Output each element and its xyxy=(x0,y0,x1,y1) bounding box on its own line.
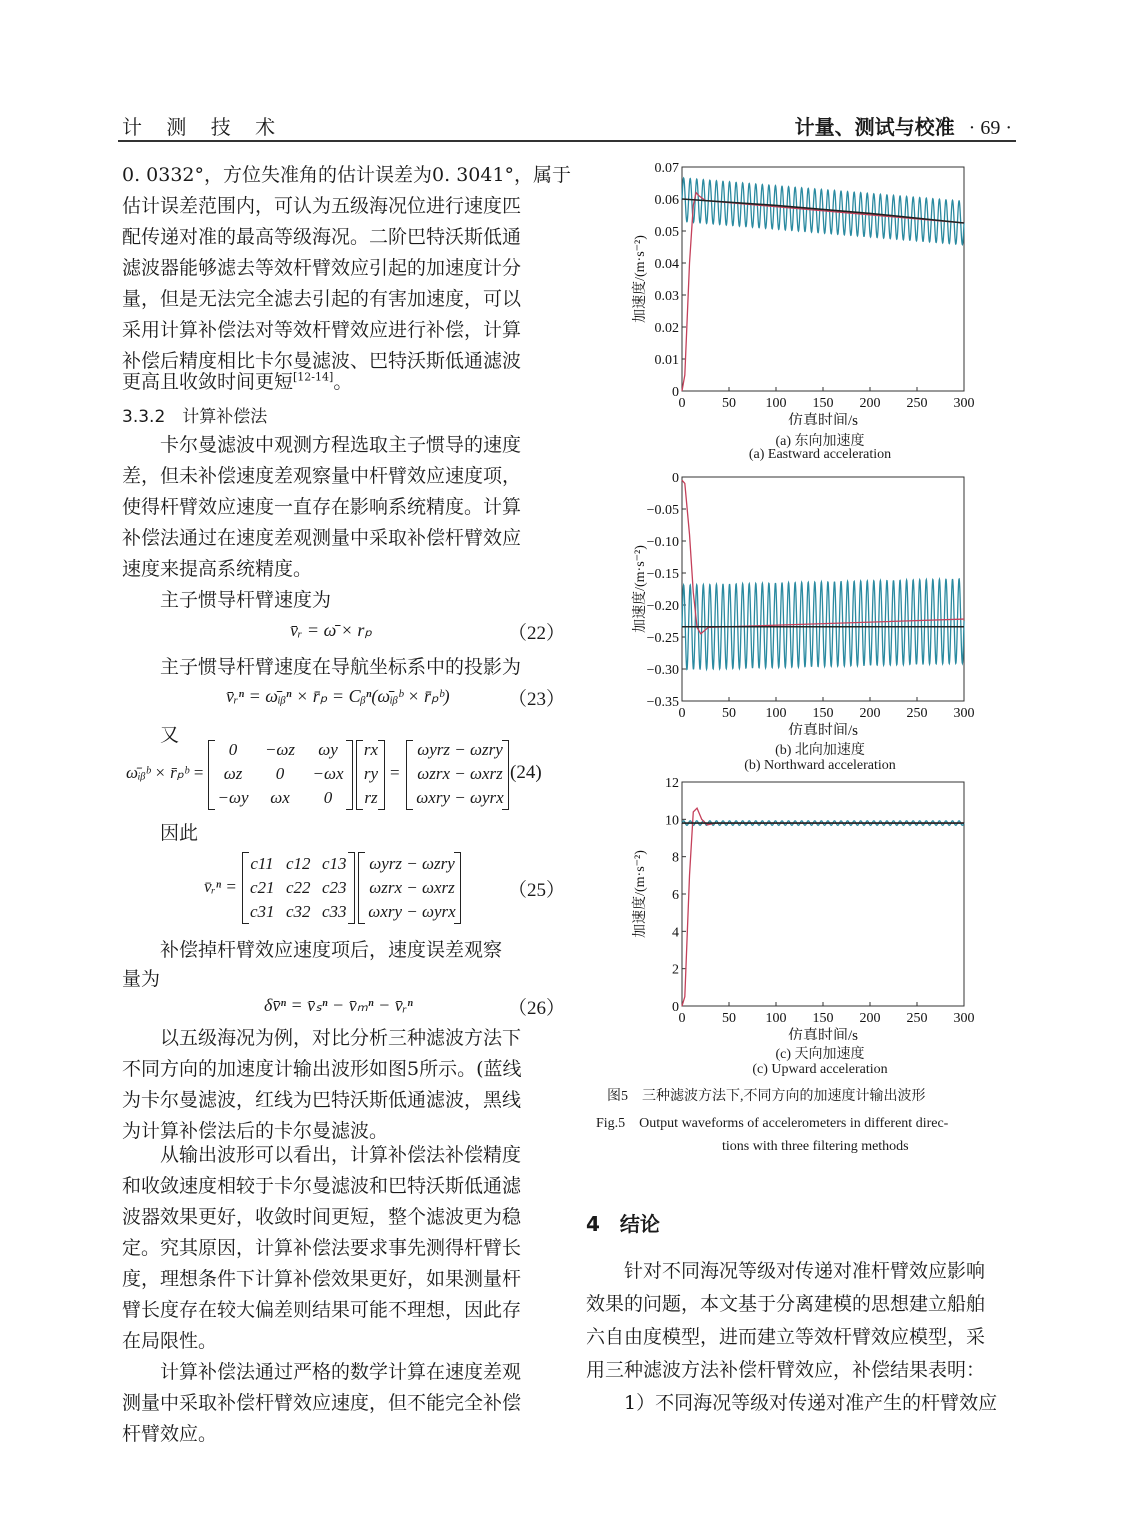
y-tick-label: 0 xyxy=(672,385,679,400)
text-line: 效果的问题，本文基于分离建模的思想建立船舶 xyxy=(586,1293,986,1315)
eq24-lhs: ω̄ᵢᵦᵇ × r̄ₚᵇ = xyxy=(126,763,205,782)
bracket xyxy=(348,852,355,924)
y-tick-label: 0.01 xyxy=(654,353,679,368)
eq25-lhs: v̄ᵣⁿ = xyxy=(204,877,237,896)
text-line: 测量中采取补偿杆臂效应速度，但不能完全补偿 xyxy=(122,1392,522,1414)
matrix-cell: ωy xyxy=(318,740,338,759)
text-line: 从输出波形可以看出，计算补偿法补偿精度 xyxy=(160,1144,522,1166)
y-tick-label: −0.10 xyxy=(646,535,679,550)
page-number: · 69 · xyxy=(968,117,1012,139)
x-tick-label: 100 xyxy=(765,396,787,411)
chart-a-svg xyxy=(600,155,1000,425)
vector-cell: ry xyxy=(363,764,379,783)
matrix-cell: c22 xyxy=(286,878,311,897)
text-line: 为卡尔曼滤波，红线为巴特沃斯低通滤波，黑线 xyxy=(122,1089,522,1111)
figure-caption-en-2: tions with three filtering methods xyxy=(722,1139,909,1154)
x-tick-label: 50 xyxy=(722,706,736,721)
matrix-cell: c21 xyxy=(250,878,275,897)
section-heading-3-3-2: 3.3.2 计算补偿法 xyxy=(122,407,268,427)
x-tick-label: 300 xyxy=(953,706,975,721)
vector-cell: rz xyxy=(364,788,378,807)
matrix-cell: −ωx xyxy=(312,764,344,783)
x-tick-label: 50 xyxy=(722,396,736,411)
text-line: 量为 xyxy=(122,968,161,990)
x-tick-label: 300 xyxy=(953,1011,975,1026)
text-line: 滤波器能够滤去等效杆臂效应引起的加速度计分 xyxy=(122,257,522,279)
x-tick-label: 150 xyxy=(812,396,834,411)
x-tick-label: 150 xyxy=(812,706,834,721)
text-line: 估计误差范围内，可认为五级海况位进行速度匹 xyxy=(122,195,522,217)
y-tick-label: 0.05 xyxy=(654,225,679,240)
text-line: 0. 0332°，方位失准角的估计误差为0. 3041°，属于 xyxy=(122,164,572,186)
text-line: 臂长度存在较大偏差则结果可能不理想，因此存 xyxy=(122,1299,522,1321)
vector-cell: rx xyxy=(363,740,379,759)
y-tick-label: 0 xyxy=(672,471,679,486)
text-line: 更高且收敛时间更短 xyxy=(122,371,294,393)
x-tick-label: 0 xyxy=(678,706,686,721)
equation-24 xyxy=(122,740,552,812)
y-tick-label: 0.07 xyxy=(654,161,679,176)
text-line: 1）不同海况等级对传递对准产生的杆臂效应 xyxy=(624,1392,998,1414)
equation-number-24: (24) xyxy=(510,762,542,783)
y-axis-label: 加速度/(m·s⁻²) xyxy=(633,545,648,633)
y-tick-label: −0.20 xyxy=(646,599,679,614)
y-axis-label: 加速度/(m·s⁻²) xyxy=(633,850,648,938)
matrix-cell: c31 xyxy=(250,902,275,921)
section-title: 计量、测试与校准 xyxy=(794,115,955,139)
equation-number-23: （23） xyxy=(508,689,566,710)
plot-frame xyxy=(682,477,964,701)
text-line: 用三种滤波方法补偿杆臂效应，补偿结果表明： xyxy=(586,1359,986,1381)
text-line: 波器效果更好，收敛时间更短，整个滤波更为稳 xyxy=(122,1206,522,1228)
equation-26: δv̄ⁿ = v̄ₛⁿ − v̄ₘⁿ − v̄ᵣⁿ xyxy=(264,995,413,1015)
matrix-cell: 0 xyxy=(323,788,333,807)
series-butterworth-line xyxy=(682,808,964,1006)
equation-number-26: （26） xyxy=(508,998,566,1019)
text-line: 卡尔曼滤波中观测方程选取主子惯导的速度 xyxy=(160,434,522,456)
matrix-cell: c13 xyxy=(322,854,347,873)
y-tick-label: 12 xyxy=(665,776,679,791)
y-axis-label: 加速度/(m·s⁻²) xyxy=(633,235,648,323)
vector-cell: ωyrz − ωzry xyxy=(369,854,455,873)
y-tick-label: 0.04 xyxy=(654,257,679,272)
x-tick-label: 150 xyxy=(812,1011,834,1026)
bracket xyxy=(346,740,353,810)
vector-cell: ωxry − ωyrx xyxy=(368,902,456,921)
equals-sign: = xyxy=(390,763,400,782)
text-line: 补偿掉杆臂效应速度项后，速度误差观察 xyxy=(160,939,503,961)
text-line: 差，但未补偿速度差观察量中杆臂效应速度项， xyxy=(122,465,522,487)
x-tick-label: 300 xyxy=(953,396,975,411)
text-line: 补偿法通过在速度差观测量中采取补偿杆臂效应 xyxy=(122,527,522,549)
text-line: 不同方向的加速度计输出波形如图5所示。(蓝线 xyxy=(122,1058,522,1080)
journal-column-label: 计 测 技 术 xyxy=(122,115,285,139)
bracket xyxy=(454,852,461,924)
y-tick-label: 0.03 xyxy=(654,289,679,304)
result-cell: ωxry − ωyrx xyxy=(416,788,504,807)
equation-number-22: （22） xyxy=(508,623,566,644)
x-tick-label: 50 xyxy=(722,1011,736,1026)
conclusion-heading: 4 结论 xyxy=(586,1212,660,1236)
y-tick-label: 0.02 xyxy=(654,321,679,336)
x-tick-label: 200 xyxy=(859,1011,881,1026)
text-line: 采用计算补偿法对等效杆臂效应进行补偿，计算 xyxy=(122,319,522,341)
text-line: 使得杆臂效应速度一直存在影响系统精度。计算 xyxy=(122,496,522,518)
text-line: 为计算补偿法后的卡尔曼滤波。 xyxy=(122,1120,389,1142)
header-rule xyxy=(118,140,1016,142)
equation-number-25: （25） xyxy=(508,880,566,901)
matrix-cell: c33 xyxy=(322,902,347,921)
y-tick-label: 6 xyxy=(672,888,679,903)
x-tick-label: 200 xyxy=(859,706,881,721)
y-tick-label: −0.35 xyxy=(646,695,679,710)
chart-c-svg xyxy=(600,770,1000,1040)
y-tick-label: 2 xyxy=(672,962,679,978)
chart-b-svg xyxy=(600,465,1000,735)
bracket xyxy=(242,852,249,924)
y-tick-label: 10 xyxy=(665,813,679,829)
plot-frame xyxy=(682,782,964,1006)
text-line: 六自由度模型，进而建立等效杆臂效应模型，采 xyxy=(586,1326,986,1348)
text-line: 因此 xyxy=(160,822,199,844)
text-line: 定。究其原因，计算补偿法要求事先测得杆臂长 xyxy=(122,1237,522,1259)
bracket xyxy=(208,740,215,810)
section-header xyxy=(795,111,1012,140)
text-line: 计算补偿法通过严格的数学计算在速度差观 xyxy=(160,1361,522,1383)
text-line: 主子惯导杆臂速度为 xyxy=(160,589,332,611)
text-line: 主子惯导杆臂速度在导航坐标系中的投影为 xyxy=(160,656,522,678)
text-line: 杆臂效应。 xyxy=(122,1423,218,1445)
figure-caption-en-1: Fig.5 Output waveforms of accelerometers in different direc- xyxy=(596,1116,949,1131)
x-axis-label: 仿真时间/s xyxy=(787,1028,859,1040)
x-axis-label: 仿真时间/s xyxy=(787,723,859,735)
text-line: 针对不同海况等级对传递对准杆臂效应影响 xyxy=(624,1260,986,1282)
chart-a-sub-cn: (a) 东向加速度 xyxy=(775,434,865,449)
chart-c-sub-cn: (c) 天向加速度 xyxy=(775,1047,865,1062)
x-tick-label: 0 xyxy=(678,1011,686,1026)
text-line: 速度来提高系统精度。 xyxy=(122,558,313,580)
x-tick-label: 250 xyxy=(906,1011,928,1026)
matrix-cell: 0 xyxy=(275,764,285,783)
y-tick-label: −0.15 xyxy=(646,567,679,582)
x-tick-label: 100 xyxy=(765,1011,787,1026)
bracket xyxy=(378,740,385,810)
citation: [12-14] xyxy=(293,370,334,384)
text-line: 度，理想条件下计算补偿效果更好，如果测量杆 xyxy=(122,1268,522,1290)
result-cell: ωyrz − ωzry xyxy=(417,740,503,759)
matrix-cell: −ωz xyxy=(264,740,296,759)
x-tick-label: 250 xyxy=(906,396,928,411)
x-tick-label: 200 xyxy=(859,396,881,411)
matrix-cell: c12 xyxy=(286,854,311,873)
y-tick-label: −0.05 xyxy=(646,503,679,518)
matrix-cell: ωz xyxy=(223,764,243,783)
y-tick-label: −0.25 xyxy=(646,631,679,646)
equation-25 xyxy=(122,852,552,924)
chart-c-sub-en: (c) Upward acceleration xyxy=(752,1062,888,1077)
chart-c xyxy=(600,770,1000,1044)
equation-23: v̄ᵣⁿ = ω̄ᵢᵦⁿ × r̄ₚ = Cᵦⁿ(ω̄ᵢᵦᵇ × r̄ₚᵇ) xyxy=(226,686,450,706)
result-cell: ωzrx − ωxrz xyxy=(417,764,503,783)
chart-a-sub-en: (a) Eastward acceleration xyxy=(748,447,892,462)
text-line: 配传递对准的最高等级海况。二阶巴特沃斯低通 xyxy=(122,226,522,248)
text-line: 量，但是无法完全滤去引起的有害加速度，可以 xyxy=(122,288,522,310)
chart-b-sub-cn: (b) 北向加速度 xyxy=(775,743,865,758)
chart-b xyxy=(600,465,1000,739)
y-tick-label: 4 xyxy=(672,925,679,941)
matrix-cell: −ωy xyxy=(217,788,249,807)
matrix-cell: c11 xyxy=(250,854,274,873)
y-tick-label: −0.30 xyxy=(646,663,679,678)
text-line: 和收敛速度相较于卡尔曼滤波和巴特沃斯低通滤 xyxy=(122,1175,522,1197)
x-tick-label: 0 xyxy=(678,396,686,411)
x-tick-label: 100 xyxy=(765,706,787,721)
matrix-cell: 0 xyxy=(228,740,238,759)
period: 。 xyxy=(333,371,353,393)
y-tick-label: 0 xyxy=(672,1000,679,1015)
bracket xyxy=(502,740,509,810)
matrix-cell: c32 xyxy=(286,902,311,921)
text-line: 又 xyxy=(160,724,180,746)
text-line: 在局限性。 xyxy=(122,1330,218,1352)
figure-caption-cn: 图5 三种滤波方法下,不同方向的加速度计输出波形 xyxy=(607,1089,926,1104)
text-line-with-citation xyxy=(122,367,352,394)
matrix-cell: c23 xyxy=(322,878,347,897)
equation-22: v̄ᵣ = ω̄ × rₚ xyxy=(290,620,373,640)
y-tick-label: 0.06 xyxy=(654,193,679,208)
x-axis-label: 仿真时间/s xyxy=(787,413,859,425)
chart-a xyxy=(600,155,1000,429)
text-line: 以五级海况为例，对比分析三种滤波方法下 xyxy=(160,1027,522,1049)
chart-b-sub-en: (b) Northward acceleration xyxy=(744,758,896,773)
matrix-cell: ωx xyxy=(270,788,290,807)
vector-cell: ωzrx − ωxrz xyxy=(369,878,455,897)
x-tick-label: 250 xyxy=(906,706,928,721)
y-tick-label: 8 xyxy=(672,850,679,866)
text-line: 补偿后精度相比卡尔曼滤波、巴特沃斯低通滤波 xyxy=(122,350,522,372)
